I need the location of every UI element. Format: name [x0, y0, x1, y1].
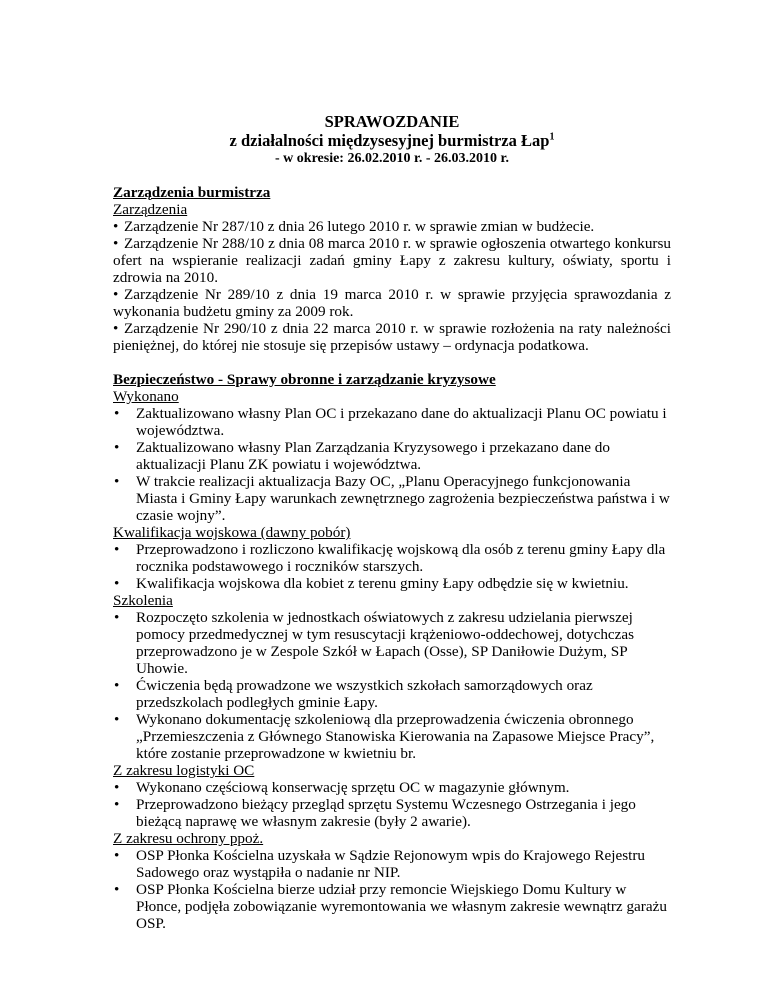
section-heading-security: Bezpieczeństwo - Sprawy obronne i zarządzanie kryzysowe	[113, 371, 496, 388]
subheading-done: Wykonano	[113, 388, 179, 405]
list-item	[113, 405, 671, 439]
list-item	[113, 779, 671, 796]
list-item	[113, 711, 671, 762]
list-item-text: Wykonano dokumentację szkoleniową dla przeprowadzenia ćwiczenia obronnego „Przemieszczenia z Głównego Stanowiska Kierowania na Zapasowe Miejsce Pracy”, które zostanie przeprowadzone w kwietniu br.	[136, 711, 655, 762]
list-item-text: Zarządzenie Nr 289/10 z dnia 19 marca 2010 r. w sprawie przyjęcia sprawozdania z wykonania budżetu gminy za 2009 rok.	[113, 286, 671, 320]
list-item	[113, 541, 671, 575]
bullet-icon: •	[114, 473, 120, 490]
bullet-icon: •	[114, 405, 120, 422]
bullet-icon: •	[114, 439, 120, 456]
training-list	[113, 609, 671, 762]
list-item	[113, 881, 671, 932]
list-item-text: Zarządzenie Nr 288/10 z dnia 08 marca 2010 r. w sprawie ogłoszenia otwartego konkursu ofert na wspieranie realizacji zadań gminy Łapy z zakresu kultury, oświaty, sportu i zdrowia na 2010.	[113, 235, 671, 286]
list-item-text: Zarządzenie Nr 290/10 z dnia 22 marca 2010 r. w sprawie rozłożenia na raty należności pieniężnej, do której nie stosuje się przepisów ustawy – ordynacja podatkowa.	[113, 320, 671, 354]
bullet-icon: •	[114, 796, 120, 813]
report-period: - w okresie: 26.02.2010 r. - 26.03.2010 r.	[275, 151, 509, 166]
list-item-text: W trakcie realizacji aktualizacja Bazy OC, „Planu Operacyjnego funkcjonowania Miasta i Gminy Łapy warunkach zewnętrznego zagrożenia bezpieczeństwa państwa i w czasie wojny”.	[136, 473, 670, 524]
subtitle-text: z działalności międzysesyjnej burmistrza Łap	[229, 131, 550, 150]
list-item-text: Przeprowadzono i rozliczono kwalifikację wojskową dla osób z terenu gminy Łapy dla rocznika podstawowego i roczników starszych.	[136, 541, 666, 575]
subheading-military: Kwalifikacja wojskowa (dawny pobór)	[113, 524, 351, 541]
subheading-logistics: Z zakresu logistyki OC	[113, 762, 255, 779]
bullet-icon: •	[113, 235, 119, 252]
bullet-icon: •	[114, 711, 120, 728]
done-list	[113, 405, 671, 524]
military-list	[113, 541, 671, 592]
list-item	[113, 286, 671, 320]
bullet-icon: •	[113, 286, 119, 303]
section-heading-orders: Zarządzenia burmistrza	[113, 184, 271, 201]
list-item-text: Kwalifikacja wojskowa dla kobiet z terenu gminy Łapy odbędzie się w kwietniu.	[136, 575, 629, 592]
list-item	[113, 796, 671, 830]
document-title	[113, 112, 671, 131]
list-item	[113, 473, 671, 524]
bullet-icon: •	[114, 847, 120, 864]
list-item-text: OSP Płonka Kościelna uzyskała w Sądzie Rejonowym wpis do Krajowego Rejestru Sadowego oraz wystąpiła o nadanie nr NIP.	[136, 847, 645, 881]
list-item	[113, 235, 671, 286]
bullet-icon: •	[114, 881, 120, 898]
subheading-training: Szkolenia	[113, 592, 173, 609]
list-item-text: Zaktualizowano własny Plan Zarządzania Kryzysowego i przekazano dane do aktualizacji Planu ZK powiatu i województwa.	[136, 439, 610, 473]
list-item	[113, 847, 671, 881]
footnote-mark: 1	[549, 131, 555, 143]
list-item	[113, 575, 671, 592]
fire-protection-list	[113, 847, 671, 932]
bullet-icon: •	[114, 779, 120, 796]
list-item-text: Zarządzenie Nr 287/10 z dnia 26 lutego 2010 r. w sprawie zmian w budżecie.	[124, 218, 595, 235]
bullet-icon: •	[114, 575, 120, 592]
spacer	[113, 354, 671, 371]
list-item	[113, 609, 671, 677]
bullet-icon: •	[114, 541, 120, 558]
orders-list	[113, 218, 671, 354]
bullet-icon: •	[114, 677, 120, 694]
subheading-orders: Zarządzenia	[113, 201, 188, 218]
list-item	[113, 320, 671, 354]
list-item	[113, 218, 671, 235]
list-item-text: Przeprowadzono bieżący przegląd sprzętu Systemu Wczesnego Ostrzegania i jego bieżącą naprawę we własnym zakresie (były 2 awarie).	[136, 796, 636, 830]
list-item-text: OSP Płonka Kościelna bierze udział przy remoncie Wiejskiego Domu Kultury w Płonce, podjęła zobowiązanie wyremontowania we własnym zakresie wewnątrz garażu OSP.	[136, 881, 667, 932]
bullet-icon: •	[113, 320, 119, 337]
list-item	[113, 677, 671, 711]
spacer	[113, 167, 671, 184]
document-subtitle	[113, 131, 671, 150]
list-item-text: Rozpoczęto szkolenia w jednostkach oświatowych z zakresu udzielania pierwszej pomocy przedmedycznej w tym resuscytacji krążeniowo-oddechowej, dotychczas przeprowadzono je w Zespole Szkół w Łapach (Osse), SP Daniłowie Dużym, SP Uhowie.	[136, 609, 635, 677]
subheading-fire-protection: Z zakresu ochrony ppoż.	[113, 830, 264, 847]
logistics-list	[113, 779, 671, 830]
list-item-text: Ćwiczenia będą prowadzone we wszystkich szkołach samorządowych oraz przedszkolach podległych gminie Łapy.	[136, 677, 593, 711]
bullet-icon: •	[113, 218, 119, 235]
list-item	[113, 439, 671, 473]
list-item-text: Zaktualizowano własny Plan OC i przekazano dane do aktualizacji Planu OC powiatu i województwa.	[136, 405, 667, 439]
bullet-icon: •	[114, 609, 120, 626]
title-text: SPRAWOZDANIE	[324, 112, 460, 131]
document-content	[113, 112, 671, 932]
list-item-text: Wykonano częściową konserwację sprzętu OC w magazynie głównym.	[136, 779, 570, 796]
